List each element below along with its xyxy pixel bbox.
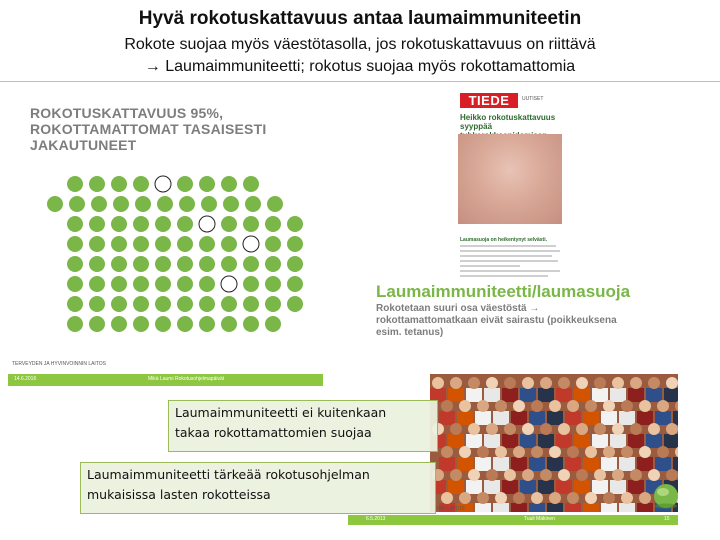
crowd-person-face — [612, 423, 624, 435]
left-bar-date: 14.6.2016 — [14, 376, 37, 382]
crowd-person-face — [504, 469, 516, 481]
crowd-person-body — [538, 388, 554, 402]
crowd-person-face — [603, 400, 615, 412]
crowd-person-body — [583, 457, 599, 471]
crowd-person-face — [441, 400, 453, 412]
crowd-person-body — [493, 411, 509, 425]
crowd-person-face — [540, 377, 552, 389]
crowd-person-body — [565, 411, 581, 425]
crowd-person-face — [603, 446, 615, 458]
crowd-person-face — [531, 492, 543, 504]
crowd-person-face — [639, 446, 651, 458]
crowd-person-body — [619, 411, 635, 425]
crowd-person-body — [475, 503, 491, 512]
crowd-person-face — [567, 446, 579, 458]
crowd-person-face — [576, 377, 588, 389]
crowd-person-body — [664, 388, 678, 402]
crowd-person-face — [549, 400, 561, 412]
crowd-person-face — [432, 377, 444, 389]
left-footer-bar — [8, 374, 323, 386]
callout-2-line-1: Laumaimmuniteetti tärkeää rokotusohjelman — [87, 467, 370, 482]
herd-desc-line-1: Rokotetaan suuri osa väestöstä → — [376, 303, 540, 314]
crowd-person-body — [547, 457, 563, 471]
crowd-person-face — [540, 423, 552, 435]
callout-herd-important — [80, 462, 436, 514]
crowd-person-face — [459, 400, 471, 412]
crowd-person-face — [495, 400, 507, 412]
crowd-person-face — [657, 446, 669, 458]
crowd-person-body — [520, 480, 536, 494]
crowd-person-body — [484, 434, 500, 448]
crowd-person-body — [538, 434, 554, 448]
crowd-person-face — [450, 423, 462, 435]
crowd-person-body — [592, 480, 608, 494]
crowd-person-body — [493, 503, 509, 512]
crowd-person-face — [522, 469, 534, 481]
crowd-person-face — [459, 446, 471, 458]
crowd-person-body — [601, 457, 617, 471]
coverage-heading-line-1: ROKOTUSKATTAVUUS 95%, — [30, 105, 224, 121]
crowd-person-face — [477, 400, 489, 412]
crowd-person-body — [529, 503, 545, 512]
crowd-person-body — [529, 411, 545, 425]
rash-photo — [458, 134, 562, 224]
crowd-person-face — [648, 377, 660, 389]
crowd-person-face — [630, 423, 642, 435]
crowd-person-body — [457, 457, 473, 471]
crowd-person-face — [630, 469, 642, 481]
crowd-person-body — [484, 480, 500, 494]
herd-desc-line-2: rokottamattomatkaan eivät sairastu (poikkeuksena — [376, 315, 617, 326]
crowd-person-body — [610, 388, 626, 402]
crowd-person-face — [612, 377, 624, 389]
crowd-person-body — [556, 388, 572, 402]
crowd-person-face — [576, 423, 588, 435]
crowd-person-face — [549, 446, 561, 458]
crowd-person-body — [619, 503, 635, 512]
crowd-person-body — [610, 480, 626, 494]
crowd-person-face — [477, 492, 489, 504]
crowd-person-face — [513, 492, 525, 504]
crowd-person-face — [585, 492, 597, 504]
crowd-person-body — [511, 503, 527, 512]
crowd-person-body — [547, 411, 563, 425]
crowd-person-face — [513, 446, 525, 458]
callout-herd-not-guaranteed — [168, 400, 438, 452]
crowd-person-face — [594, 423, 606, 435]
crowd-person-face — [585, 400, 597, 412]
crowd-person-face — [639, 400, 651, 412]
crowd-person-body — [475, 457, 491, 471]
crowd-person-face — [531, 446, 543, 458]
crowd-person-body — [628, 480, 644, 494]
crowd-person-body — [502, 480, 518, 494]
crowd-person-face — [558, 423, 570, 435]
crowd-bar-page: 15 — [664, 516, 670, 522]
crowd-person-body — [592, 434, 608, 448]
crowd-person-face — [504, 423, 516, 435]
crowd-person-body — [493, 457, 509, 471]
crowd-person-face — [666, 469, 678, 481]
crowd-person-body — [574, 434, 590, 448]
callout-1-line-2: takaa rokottamattomien suojaa — [175, 425, 372, 440]
crowd-person-face — [666, 377, 678, 389]
crowd-person-body — [646, 434, 662, 448]
crowd-person-body — [637, 411, 653, 425]
crowd-person-body — [520, 388, 536, 402]
crowd-person-face — [621, 492, 633, 504]
crowd-person-body — [565, 457, 581, 471]
tiede-logo: TIEDE — [460, 93, 518, 108]
crowd-person-face — [549, 492, 561, 504]
crowd-person-body — [565, 503, 581, 512]
crowd-person-body — [457, 411, 473, 425]
tiede-subhead: Laumasuoja on heikentynyt selvästi. — [460, 237, 547, 243]
crowd-person-body — [646, 388, 662, 402]
crowd-person-face — [567, 492, 579, 504]
crowd-person-body — [475, 411, 491, 425]
crowd-person-face — [495, 492, 507, 504]
crowd-person-body — [448, 434, 464, 448]
crowd-person-body — [556, 434, 572, 448]
crowd-person-face — [450, 469, 462, 481]
crowd-person-body — [448, 388, 464, 402]
crowd-faces — [430, 374, 678, 512]
left-bar-text: Mikä Laumi Rokotusohjelmapäivät — [148, 376, 225, 382]
crowd-person-body — [439, 457, 455, 471]
crowd-person-face — [486, 423, 498, 435]
crowd-person-face — [648, 423, 660, 435]
crowd-person-body — [439, 411, 455, 425]
callout-2-line-2: mukaisissa lasten rokotteissa — [87, 487, 271, 502]
coverage-heading — [30, 105, 266, 153]
crowd-person-body — [583, 503, 599, 512]
crowd-person-face — [621, 446, 633, 458]
crowd-person-body — [502, 388, 518, 402]
crowd-person-body — [628, 388, 644, 402]
green-globe-icon — [652, 482, 680, 510]
crowd-person-body — [511, 457, 527, 471]
crowd-person-body — [637, 457, 653, 471]
crowd-person-body — [601, 411, 617, 425]
crowd-person-face — [495, 446, 507, 458]
crowd-person-face — [558, 469, 570, 481]
slide-subtitle-1: Rokote suojaa myös väestötasolla, jos rokotuskattavuus on riittävä — [124, 36, 596, 53]
crowd-photo — [430, 374, 678, 512]
crowd-person-face — [531, 400, 543, 412]
crowd-person-face — [558, 377, 570, 389]
tiede-body-text — [460, 245, 560, 280]
crowd-person-face — [540, 469, 552, 481]
crowd-person-face — [486, 377, 498, 389]
crowd-person-body — [448, 480, 464, 494]
crowd-person-body — [592, 388, 608, 402]
tiede-tag: UUTISET — [522, 96, 544, 102]
crowd-person-body — [502, 434, 518, 448]
crowd-person-face — [594, 377, 606, 389]
coverage-heading-line-2: ROKOTTAMATTOMAT TASAISESTI — [30, 121, 267, 137]
coverage-heading-line-3: JAKAUTUNEET — [30, 137, 137, 153]
slide-header — [0, 0, 720, 82]
crowd-person-face — [657, 400, 669, 412]
crowd-person-body — [520, 434, 536, 448]
crowd-footer-text: NIN LAITOS — [437, 506, 465, 512]
crowd-person-body — [664, 434, 678, 448]
crowd-footer-bar — [348, 515, 678, 525]
callout-1-line-1: Laumaimmuniteetti ei kuitenkaan — [175, 405, 387, 420]
crowd-person-body — [466, 434, 482, 448]
crowd-person-body — [574, 388, 590, 402]
crowd-person-body — [511, 411, 527, 425]
crowd-person-face — [612, 469, 624, 481]
crowd-person-body — [601, 503, 617, 512]
crowd-person-face — [603, 492, 615, 504]
crowd-person-face — [441, 446, 453, 458]
crowd-person-face — [504, 377, 516, 389]
crowd-person-face — [477, 446, 489, 458]
crowd-person-face — [585, 446, 597, 458]
crowd-person-face — [648, 469, 660, 481]
crowd-person-body — [628, 434, 644, 448]
crowd-person-body — [538, 480, 554, 494]
herd-immunity-description — [376, 303, 617, 339]
crowd-person-body — [673, 457, 678, 471]
crowd-person-face — [486, 469, 498, 481]
crowd-person-face — [441, 492, 453, 504]
crowd-person-body — [655, 411, 671, 425]
left-footer-text: TERVEYDEN JA HYVINVOINNIN LAITOS — [12, 361, 107, 367]
crowd-person-body — [574, 480, 590, 494]
crowd-person-body — [673, 411, 678, 425]
crowd-bar-text: Tuuli Mäkinen — [524, 516, 555, 522]
crowd-person-face — [459, 492, 471, 504]
slide-subtitle-2: → Laumaimmuniteetti; rokotus suojaa myös rokottamattomia — [144, 58, 576, 75]
crowd-person-body — [583, 411, 599, 425]
crowd-person-body — [556, 480, 572, 494]
crowd-person-face — [468, 469, 480, 481]
crowd-person-body — [637, 503, 653, 512]
crowd-bar-date: 6.5.2013 — [366, 516, 386, 522]
crowd-person-face — [630, 377, 642, 389]
crowd-person-body — [619, 457, 635, 471]
crowd-person-face — [594, 469, 606, 481]
crowd-person-face — [513, 400, 525, 412]
crowd-person-face — [468, 377, 480, 389]
crowd-person-face — [450, 377, 462, 389]
crowd-person-body — [466, 388, 482, 402]
crowd-person-body — [466, 480, 482, 494]
crowd-person-face — [666, 423, 678, 435]
crowd-person-face — [522, 423, 534, 435]
herd-desc-line-3: esim. tetanus) — [376, 327, 444, 338]
tiede-headline: Heikko rokotuskattavuus syyppää — [460, 113, 556, 131]
crowd-person-face — [567, 400, 579, 412]
crowd-person-face — [576, 469, 588, 481]
crowd-person-body — [529, 457, 545, 471]
herd-immunity-title: Laumaimmuniteetti/laumasuoja — [376, 282, 631, 301]
slide-title: Hyvä rokotuskattavuus antaa laumaimmuniteetin — [138, 8, 582, 29]
crowd-person-body — [610, 434, 626, 448]
crowd-person-face — [639, 492, 651, 504]
crowd-person-face — [468, 423, 480, 435]
crowd-person-body — [484, 388, 500, 402]
crowd-person-face — [621, 400, 633, 412]
crowd-person-body — [655, 457, 671, 471]
crowd-person-face — [522, 377, 534, 389]
crowd-person-body — [547, 503, 563, 512]
